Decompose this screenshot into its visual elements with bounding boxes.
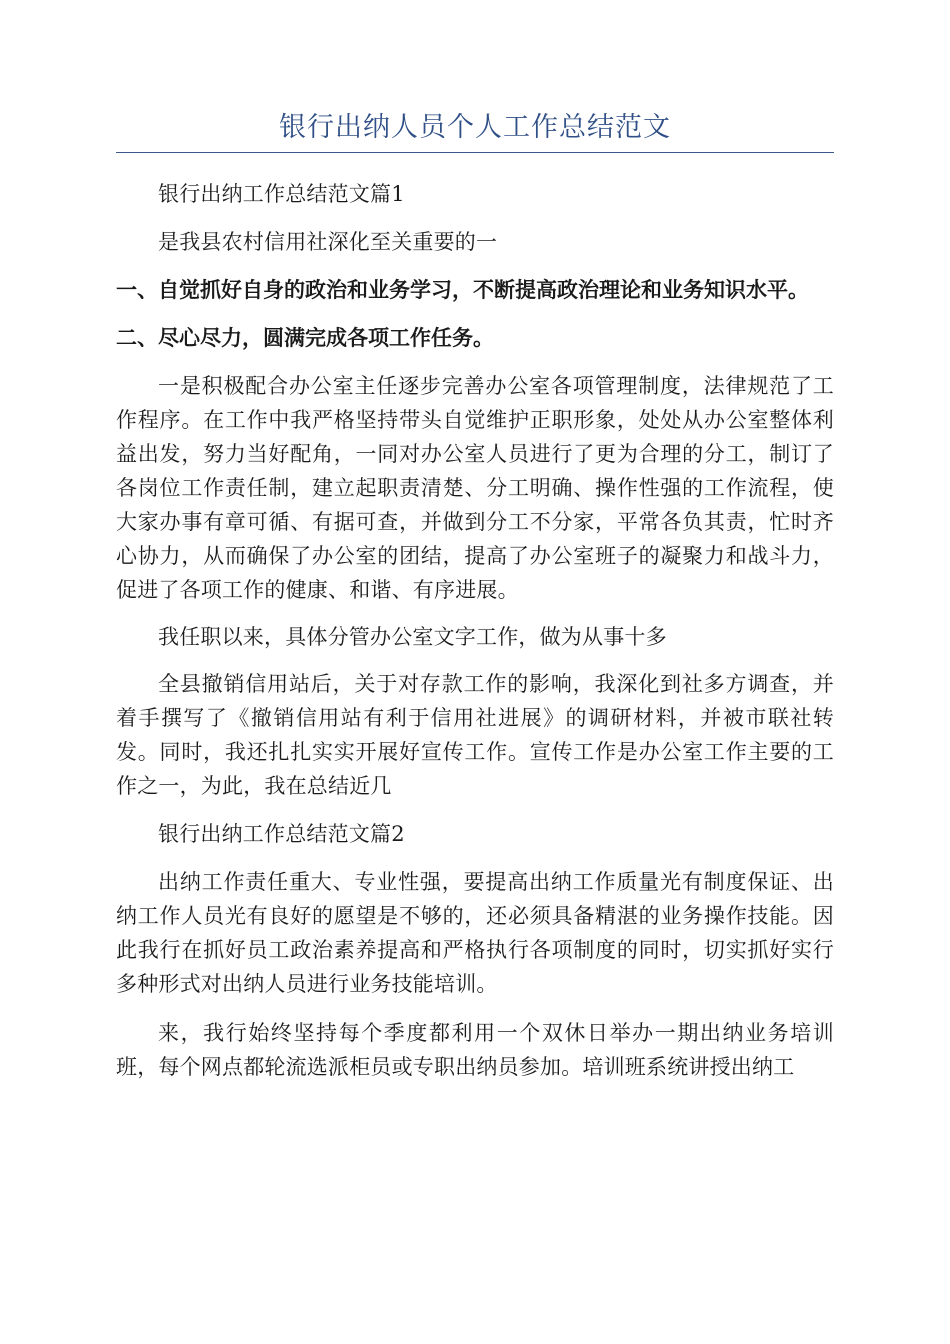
section-label-1: 银行出纳工作总结范文篇1: [158, 182, 405, 206]
document-title: 银行出纳人员个人工作总结范文: [116, 108, 834, 153]
heading-2: 二、尽心尽力，圆满完成各项工作任务。: [116, 325, 494, 350]
paragraph-training: 来，我行始终坚持每个季度都利用一个双休日举办一期出纳业务培训班，每个网点都轮流选派柜员或专职出纳员参加。培训班系统讲授出纳工: [116, 1021, 834, 1079]
paragraph-office-work: 一是积极配合办公室主任逐步完善办公室各项管理制度，法律规范了工作程序。在工作中我严格坚持带头自觉维护正职形象，处处从办公室整体利益出发，努力当好配角，一同对办公室人员进行了更为合理的分工，制订了各岗位工作责任制，建立起职责清楚、分工明确、操作性强的工作流程，使大家办事有章可循、有据可查，并做到分工不分家，平常各负其责，忙时齐心协力，从而确保了办公室的团结，提高了办公室班子的凝聚力和战斗力，促进了各项工作的健康、和谐、有序进展。: [116, 374, 834, 602]
paragraph-cashier-duty: 出纳工作责任重大、专业性强，要提高出纳工作质量光有制度保证、出纳工作人员光有良好的愿望是不够的，还必须具备精湛的业务操作技能。因此我行在抓好员工政治素养提高和严格执行各项制度的同时，切实抓好实行多种形式对出纳人员进行业务技能培训。: [116, 870, 834, 996]
paragraph-tenure: 我任职以来，具体分管办公室文字工作，做为从事十多: [158, 625, 667, 649]
paragraph-research: 全县撤销信用站后，关于对存款工作的影响，我深化到社多方调查，并着手撰写了《撤销信用站有利于信用社进展》的调研材料，并被市联社转发。同时，我还扎扎实实开展好宣传工作。宣传工作是办公室工作主要的工作之一，为此，我在总结近几: [116, 672, 834, 798]
section-label-2: 银行出纳工作总结范文篇2: [158, 822, 405, 846]
paragraph-intro: 是我县农村信用社深化至关重要的一: [158, 230, 498, 254]
heading-1: 一、自觉抓好自身的政治和业务学习，不断提高政治理论和业务知识水平。: [116, 277, 809, 302]
document-page: [116, 108, 834, 1084]
